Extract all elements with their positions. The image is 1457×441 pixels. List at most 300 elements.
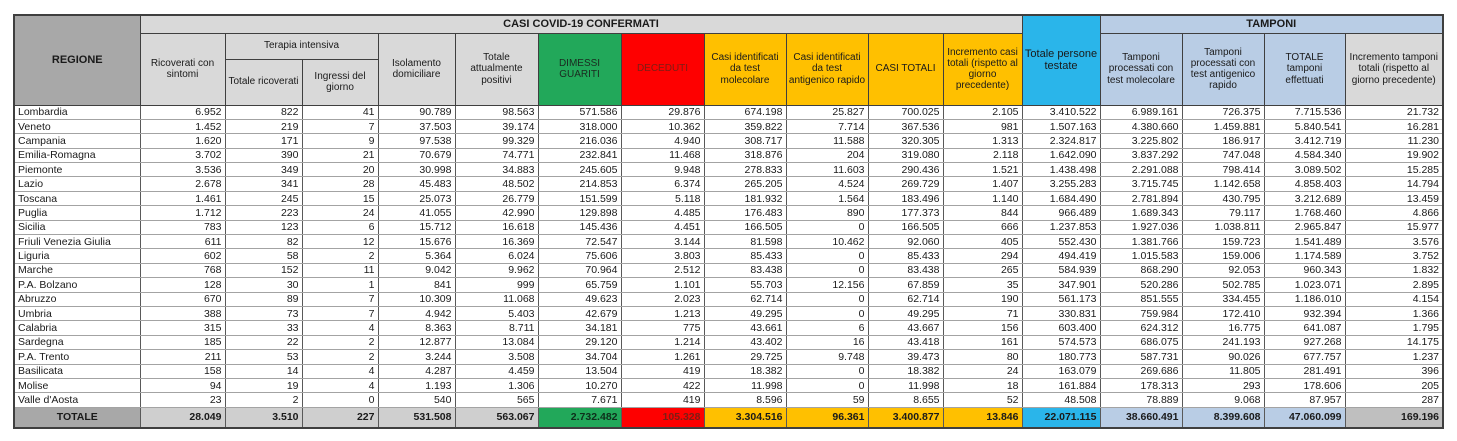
value-cell: 405 xyxy=(943,235,1022,249)
region-row xyxy=(14,292,1443,306)
header-totale-tamponi: TOTALE tamponi effettuati xyxy=(1264,33,1345,105)
value-cell: 367.536 xyxy=(868,119,943,133)
value-cell: 53 xyxy=(225,350,302,364)
table-body xyxy=(14,105,1443,428)
value-cell: 3.576 xyxy=(1345,235,1443,249)
value-cell: 1.261 xyxy=(621,350,704,364)
value-cell: 70.679 xyxy=(378,148,455,162)
total-value-cell: 38.660.491 xyxy=(1100,407,1182,428)
value-cell: 94 xyxy=(140,378,225,392)
region-name-cell: Emilia-Romagna xyxy=(14,148,140,162)
region-name-cell: Puglia xyxy=(14,206,140,220)
value-cell: 966.489 xyxy=(1022,206,1100,220)
value-cell: 30.998 xyxy=(378,163,455,177)
value-cell: 79.117 xyxy=(1182,206,1264,220)
value-cell: 172.410 xyxy=(1182,306,1264,320)
value-cell: 180.773 xyxy=(1022,350,1100,364)
value-cell: 318.876 xyxy=(704,148,786,162)
value-cell: 1.541.489 xyxy=(1264,235,1345,249)
value-cell: 98.563 xyxy=(455,105,538,119)
value-cell: 10.309 xyxy=(378,292,455,306)
value-cell: 72.547 xyxy=(538,235,621,249)
value-cell: 7.715.536 xyxy=(1264,105,1345,119)
value-cell: 7.671 xyxy=(538,393,621,407)
value-cell: 851.555 xyxy=(1100,292,1182,306)
value-cell: 4.584.340 xyxy=(1264,148,1345,162)
value-cell: 10.270 xyxy=(538,378,621,392)
region-name-cell: Molise xyxy=(14,378,140,392)
value-cell: 561.173 xyxy=(1022,292,1100,306)
value-cell: 3.212.689 xyxy=(1264,191,1345,205)
value-cell: 33 xyxy=(225,321,302,335)
region-name-cell: Abruzzo xyxy=(14,292,140,306)
region-name-cell: Friuli Venezia Giulia xyxy=(14,235,140,249)
value-cell: 10.362 xyxy=(621,119,704,133)
value-cell: 390 xyxy=(225,148,302,162)
value-cell: 219 xyxy=(225,119,302,133)
value-cell: 15.285 xyxy=(1345,163,1443,177)
value-cell: 42.990 xyxy=(455,206,538,220)
value-cell: 571.586 xyxy=(538,105,621,119)
value-cell: 2.023 xyxy=(621,292,704,306)
value-cell: 9.068 xyxy=(1182,393,1264,407)
value-cell: 42.679 xyxy=(538,306,621,320)
value-cell: 7 xyxy=(302,292,378,306)
value-cell: 16.369 xyxy=(455,235,538,249)
value-cell: 4.287 xyxy=(378,364,455,378)
value-cell: 166.505 xyxy=(868,220,943,234)
value-cell: 1.237 xyxy=(1345,350,1443,364)
region-row xyxy=(14,206,1443,220)
value-cell: 7 xyxy=(302,306,378,320)
value-cell: 269.686 xyxy=(1100,364,1182,378)
value-cell: 16.775 xyxy=(1182,321,1264,335)
value-cell: 319.080 xyxy=(868,148,943,162)
value-cell: 92.053 xyxy=(1182,263,1264,277)
value-cell: 294 xyxy=(943,249,1022,263)
value-cell: 3.536 xyxy=(140,163,225,177)
value-cell: 520.286 xyxy=(1100,278,1182,292)
value-cell: 0 xyxy=(786,220,868,234)
value-cell: 3.803 xyxy=(621,249,704,263)
value-cell: 30 xyxy=(225,278,302,292)
header-terapia-intensiva: Terapia intensiva xyxy=(225,33,378,59)
region-row xyxy=(14,393,1443,407)
value-cell: 34.704 xyxy=(538,350,621,364)
value-cell: 34.883 xyxy=(455,163,538,177)
value-cell: 1.452 xyxy=(140,119,225,133)
region-row xyxy=(14,306,1443,320)
value-cell: 1.101 xyxy=(621,278,704,292)
header-tamponi-group: TAMPONI xyxy=(1100,15,1443,33)
value-cell: 9.948 xyxy=(621,163,704,177)
value-cell: 129.898 xyxy=(538,206,621,220)
value-cell: 123 xyxy=(225,220,302,234)
value-cell: 1.306 xyxy=(455,378,538,392)
value-cell: 22 xyxy=(225,335,302,349)
value-cell: 78.889 xyxy=(1100,393,1182,407)
value-cell: 0 xyxy=(302,393,378,407)
value-cell: 1.461 xyxy=(140,191,225,205)
value-cell: 11.805 xyxy=(1182,364,1264,378)
value-cell: 430.795 xyxy=(1182,191,1264,205)
value-cell: 318.000 xyxy=(538,119,621,133)
value-cell: 674.198 xyxy=(704,105,786,119)
value-cell: 347.901 xyxy=(1022,278,1100,292)
value-cell: 3.702 xyxy=(140,148,225,162)
value-cell: 0 xyxy=(786,364,868,378)
region-name-cell: Veneto xyxy=(14,119,140,133)
value-cell: 341 xyxy=(225,177,302,191)
region-row xyxy=(14,105,1443,119)
total-value-cell: 3.400.877 xyxy=(868,407,943,428)
value-cell: 641.087 xyxy=(1264,321,1345,335)
value-cell: 89 xyxy=(225,292,302,306)
value-cell: 82 xyxy=(225,235,302,249)
value-cell: 152 xyxy=(225,263,302,277)
value-cell: 37.503 xyxy=(378,119,455,133)
value-cell: 0 xyxy=(786,378,868,392)
region-row xyxy=(14,220,1443,234)
value-cell: 232.841 xyxy=(538,148,621,162)
value-cell: 39.174 xyxy=(455,119,538,133)
header-attualmente-positivi: Totale attualmente positivi xyxy=(455,33,538,105)
region-name-cell: Liguria xyxy=(14,249,140,263)
total-value-cell: 105.328 xyxy=(621,407,704,428)
value-cell: 41.055 xyxy=(378,206,455,220)
value-cell: 245.605 xyxy=(538,163,621,177)
value-cell: 9 xyxy=(302,134,378,148)
value-cell: 686.075 xyxy=(1100,335,1182,349)
header-incremento-casi: Incremento casi totali (rispetto al giorno precedente) xyxy=(943,33,1022,105)
value-cell: 565 xyxy=(455,393,538,407)
value-cell: 584.939 xyxy=(1022,263,1100,277)
value-cell: 3.412.719 xyxy=(1264,134,1345,148)
value-cell: 29.120 xyxy=(538,335,621,349)
value-cell: 4 xyxy=(302,364,378,378)
value-cell: 2 xyxy=(302,350,378,364)
value-cell: 0 xyxy=(786,306,868,320)
value-cell: 43.418 xyxy=(868,335,943,349)
value-cell: 419 xyxy=(621,364,704,378)
value-cell: 0 xyxy=(786,249,868,263)
value-cell: 128 xyxy=(140,278,225,292)
value-cell: 7.714 xyxy=(786,119,868,133)
value-cell: 216.036 xyxy=(538,134,621,148)
value-cell: 35 xyxy=(943,278,1022,292)
value-cell: 1.237.853 xyxy=(1022,220,1100,234)
value-cell: 960.343 xyxy=(1264,263,1345,277)
value-cell: 55.703 xyxy=(704,278,786,292)
value-cell: 29.725 xyxy=(704,350,786,364)
header-casi-totali: CASI TOTALI xyxy=(868,33,943,105)
value-cell: 320.305 xyxy=(868,134,943,148)
value-cell: 3.752 xyxy=(1345,249,1443,263)
value-cell: 28 xyxy=(302,177,378,191)
value-cell: 726.375 xyxy=(1182,105,1264,119)
value-cell: 747.048 xyxy=(1182,148,1264,162)
value-cell: 49.623 xyxy=(538,292,621,306)
value-cell: 9.748 xyxy=(786,350,868,364)
value-cell: 4.858.403 xyxy=(1264,177,1345,191)
value-cell: 43.667 xyxy=(868,321,943,335)
value-cell: 15.712 xyxy=(378,220,455,234)
value-cell: 315 xyxy=(140,321,225,335)
region-name-cell: Lombardia xyxy=(14,105,140,119)
value-cell: 48.502 xyxy=(455,177,538,191)
value-cell: 1.521 xyxy=(943,163,1022,177)
value-cell: 2.781.894 xyxy=(1100,191,1182,205)
value-cell: 396 xyxy=(1345,364,1443,378)
total-value-cell: 22.071.115 xyxy=(1022,407,1100,428)
value-cell: 1.438.498 xyxy=(1022,163,1100,177)
total-value-cell: 531.508 xyxy=(378,407,455,428)
value-cell: 3.410.522 xyxy=(1022,105,1100,119)
value-cell: 80 xyxy=(943,350,1022,364)
value-cell: 158 xyxy=(140,364,225,378)
value-cell: 281.491 xyxy=(1264,364,1345,378)
region-row xyxy=(14,177,1443,191)
value-cell: 8.655 xyxy=(868,393,943,407)
value-cell: 798.414 xyxy=(1182,163,1264,177)
value-cell: 83.438 xyxy=(704,263,786,277)
value-cell: 39.473 xyxy=(868,350,943,364)
value-cell: 932.394 xyxy=(1264,306,1345,320)
value-cell: 0 xyxy=(786,263,868,277)
value-cell: 602 xyxy=(140,249,225,263)
value-cell: 293 xyxy=(1182,378,1264,392)
region-row xyxy=(14,119,1443,133)
total-value-cell: 169.196 xyxy=(1345,407,1443,428)
value-cell: 2.512 xyxy=(621,263,704,277)
value-cell: 5.840.541 xyxy=(1264,119,1345,133)
value-cell: 214.853 xyxy=(538,177,621,191)
value-cell: 2 xyxy=(302,249,378,263)
value-cell: 419 xyxy=(621,393,704,407)
region-name-cell: Basilicata xyxy=(14,364,140,378)
value-cell: 3.837.292 xyxy=(1100,148,1182,162)
value-cell: 574.573 xyxy=(1022,335,1100,349)
region-name-cell: Campania xyxy=(14,134,140,148)
value-cell: 278.833 xyxy=(704,163,786,177)
region-name-cell: Calabria xyxy=(14,321,140,335)
value-cell: 14.794 xyxy=(1345,177,1443,191)
value-cell: 73 xyxy=(225,306,302,320)
total-value-cell: 227 xyxy=(302,407,378,428)
total-value-cell: 96.361 xyxy=(786,407,868,428)
value-cell: 1.023.071 xyxy=(1264,278,1345,292)
region-name-cell: Lazio xyxy=(14,177,140,191)
value-cell: 49.295 xyxy=(868,306,943,320)
value-cell: 2.105 xyxy=(943,105,1022,119)
region-name-cell: Toscana xyxy=(14,191,140,205)
value-cell: 0 xyxy=(786,292,868,306)
value-cell: 15 xyxy=(302,191,378,205)
region-row xyxy=(14,235,1443,249)
value-cell: 3.144 xyxy=(621,235,704,249)
value-cell: 265 xyxy=(943,263,1022,277)
value-cell: 23 xyxy=(140,393,225,407)
value-cell: 13.459 xyxy=(1345,191,1443,205)
value-cell: 4.451 xyxy=(621,220,704,234)
value-cell: 58 xyxy=(225,249,302,263)
value-cell: 844 xyxy=(943,206,1022,220)
value-cell: 4.524 xyxy=(786,177,868,191)
total-value-cell: 2.732.482 xyxy=(538,407,621,428)
value-cell: 11.068 xyxy=(455,292,538,306)
value-cell: 269.729 xyxy=(868,177,943,191)
value-cell: 1.564 xyxy=(786,191,868,205)
value-cell: 4.459 xyxy=(455,364,538,378)
value-cell: 145.436 xyxy=(538,220,621,234)
value-cell: 16.281 xyxy=(1345,119,1443,133)
value-cell: 211 xyxy=(140,350,225,364)
value-cell: 587.731 xyxy=(1100,350,1182,364)
value-cell: 161.884 xyxy=(1022,378,1100,392)
value-cell: 245 xyxy=(225,191,302,205)
value-cell: 52 xyxy=(943,393,1022,407)
value-cell: 265.205 xyxy=(704,177,786,191)
value-cell: 1.140 xyxy=(943,191,1022,205)
value-cell: 841 xyxy=(378,278,455,292)
value-cell: 7 xyxy=(302,119,378,133)
value-cell: 6.374 xyxy=(621,177,704,191)
value-cell: 1.381.766 xyxy=(1100,235,1182,249)
value-cell: 334.455 xyxy=(1182,292,1264,306)
value-cell: 15.676 xyxy=(378,235,455,249)
value-cell: 359.822 xyxy=(704,119,786,133)
value-cell: 166.505 xyxy=(704,220,786,234)
header-casi-confermati: CASI COVID-19 CONFERMATI xyxy=(140,15,1022,33)
value-cell: 6.024 xyxy=(455,249,538,263)
region-name-cell: Valle d'Aosta xyxy=(14,393,140,407)
value-cell: 3.255.283 xyxy=(1022,177,1100,191)
value-cell: 1.174.589 xyxy=(1264,249,1345,263)
value-cell: 6 xyxy=(302,220,378,234)
region-row xyxy=(14,364,1443,378)
value-cell: 85.433 xyxy=(868,249,943,263)
value-cell: 388 xyxy=(140,306,225,320)
region-row xyxy=(14,191,1443,205)
value-cell: 287 xyxy=(1345,393,1443,407)
value-cell: 1.366 xyxy=(1345,306,1443,320)
region-row xyxy=(14,134,1443,148)
value-cell: 1.620 xyxy=(140,134,225,148)
value-cell: 74.771 xyxy=(455,148,538,162)
value-cell: 775 xyxy=(621,321,704,335)
header-dimessi-guariti: DIMESSI GUARITI xyxy=(538,33,621,105)
header-persone-testate: Totale persone testate xyxy=(1022,15,1100,105)
value-cell: 13.084 xyxy=(455,335,538,349)
value-cell: 611 xyxy=(140,235,225,249)
value-cell: 927.268 xyxy=(1264,335,1345,349)
value-cell: 1.832 xyxy=(1345,263,1443,277)
value-cell: 43.661 xyxy=(704,321,786,335)
value-cell: 1.927.036 xyxy=(1100,220,1182,234)
total-value-cell: 3.304.516 xyxy=(704,407,786,428)
region-row xyxy=(14,263,1443,277)
value-cell: 502.785 xyxy=(1182,278,1264,292)
value-cell: 540 xyxy=(378,393,455,407)
value-cell: 4.154 xyxy=(1345,292,1443,306)
value-cell: 14.175 xyxy=(1345,335,1443,349)
header-terapia-totale-ricoverati: Totale ricoverati xyxy=(225,59,302,105)
total-label-cell: TOTALE xyxy=(14,407,140,428)
value-cell: 12 xyxy=(302,235,378,249)
value-cell: 2.965.847 xyxy=(1264,220,1345,234)
value-cell: 349 xyxy=(225,163,302,177)
header-terapia-ingressi-giorno: Ingressi del giorno xyxy=(302,59,378,105)
value-cell: 1 xyxy=(302,278,378,292)
value-cell: 822 xyxy=(225,105,302,119)
total-value-cell: 3.510 xyxy=(225,407,302,428)
value-cell: 12.877 xyxy=(378,335,455,349)
value-cell: 1.186.010 xyxy=(1264,292,1345,306)
value-cell: 666 xyxy=(943,220,1022,234)
value-cell: 1.684.490 xyxy=(1022,191,1100,205)
value-cell: 1.214 xyxy=(621,335,704,349)
value-cell: 4.380.660 xyxy=(1100,119,1182,133)
value-cell: 890 xyxy=(786,206,868,220)
region-row xyxy=(14,249,1443,263)
header-tamponi-molecolare: Tamponi processati con test molecolare xyxy=(1100,33,1182,105)
region-name-cell: Piemonte xyxy=(14,163,140,177)
value-cell: 204 xyxy=(786,148,868,162)
value-cell: 59 xyxy=(786,393,868,407)
value-cell: 4.942 xyxy=(378,306,455,320)
value-cell: 1.459.881 xyxy=(1182,119,1264,133)
value-cell: 5.403 xyxy=(455,306,538,320)
value-cell: 15.977 xyxy=(1345,220,1443,234)
region-name-cell: Sardegna xyxy=(14,335,140,349)
value-cell: 552.430 xyxy=(1022,235,1100,249)
value-cell: 48.508 xyxy=(1022,393,1100,407)
value-cell: 18 xyxy=(943,378,1022,392)
value-cell: 603.400 xyxy=(1022,321,1100,335)
value-cell: 190 xyxy=(943,292,1022,306)
covid-table xyxy=(13,14,1444,429)
value-cell: 171 xyxy=(225,134,302,148)
header-regione: REGIONE xyxy=(14,15,140,105)
value-cell: 29.876 xyxy=(621,105,704,119)
value-cell: 494.419 xyxy=(1022,249,1100,263)
value-cell: 422 xyxy=(621,378,704,392)
total-value-cell: 28.049 xyxy=(140,407,225,428)
value-cell: 81.598 xyxy=(704,235,786,249)
value-cell: 241.193 xyxy=(1182,335,1264,349)
value-cell: 71 xyxy=(943,306,1022,320)
value-cell: 11.603 xyxy=(786,163,868,177)
value-cell: 6.989.161 xyxy=(1100,105,1182,119)
value-cell: 783 xyxy=(140,220,225,234)
value-cell: 8.363 xyxy=(378,321,455,335)
value-cell: 177.373 xyxy=(868,206,943,220)
value-cell: 1.213 xyxy=(621,306,704,320)
value-cell: 14 xyxy=(225,364,302,378)
value-cell: 1.689.343 xyxy=(1100,206,1182,220)
region-row xyxy=(14,163,1443,177)
value-cell: 8.596 xyxy=(704,393,786,407)
value-cell: 308.717 xyxy=(704,134,786,148)
value-cell: 99.329 xyxy=(455,134,538,148)
value-cell: 90.789 xyxy=(378,105,455,119)
value-cell: 223 xyxy=(225,206,302,220)
value-cell: 981 xyxy=(943,119,1022,133)
value-cell: 2 xyxy=(302,335,378,349)
value-cell: 759.984 xyxy=(1100,306,1182,320)
value-cell: 13.504 xyxy=(538,364,621,378)
value-cell: 11.588 xyxy=(786,134,868,148)
